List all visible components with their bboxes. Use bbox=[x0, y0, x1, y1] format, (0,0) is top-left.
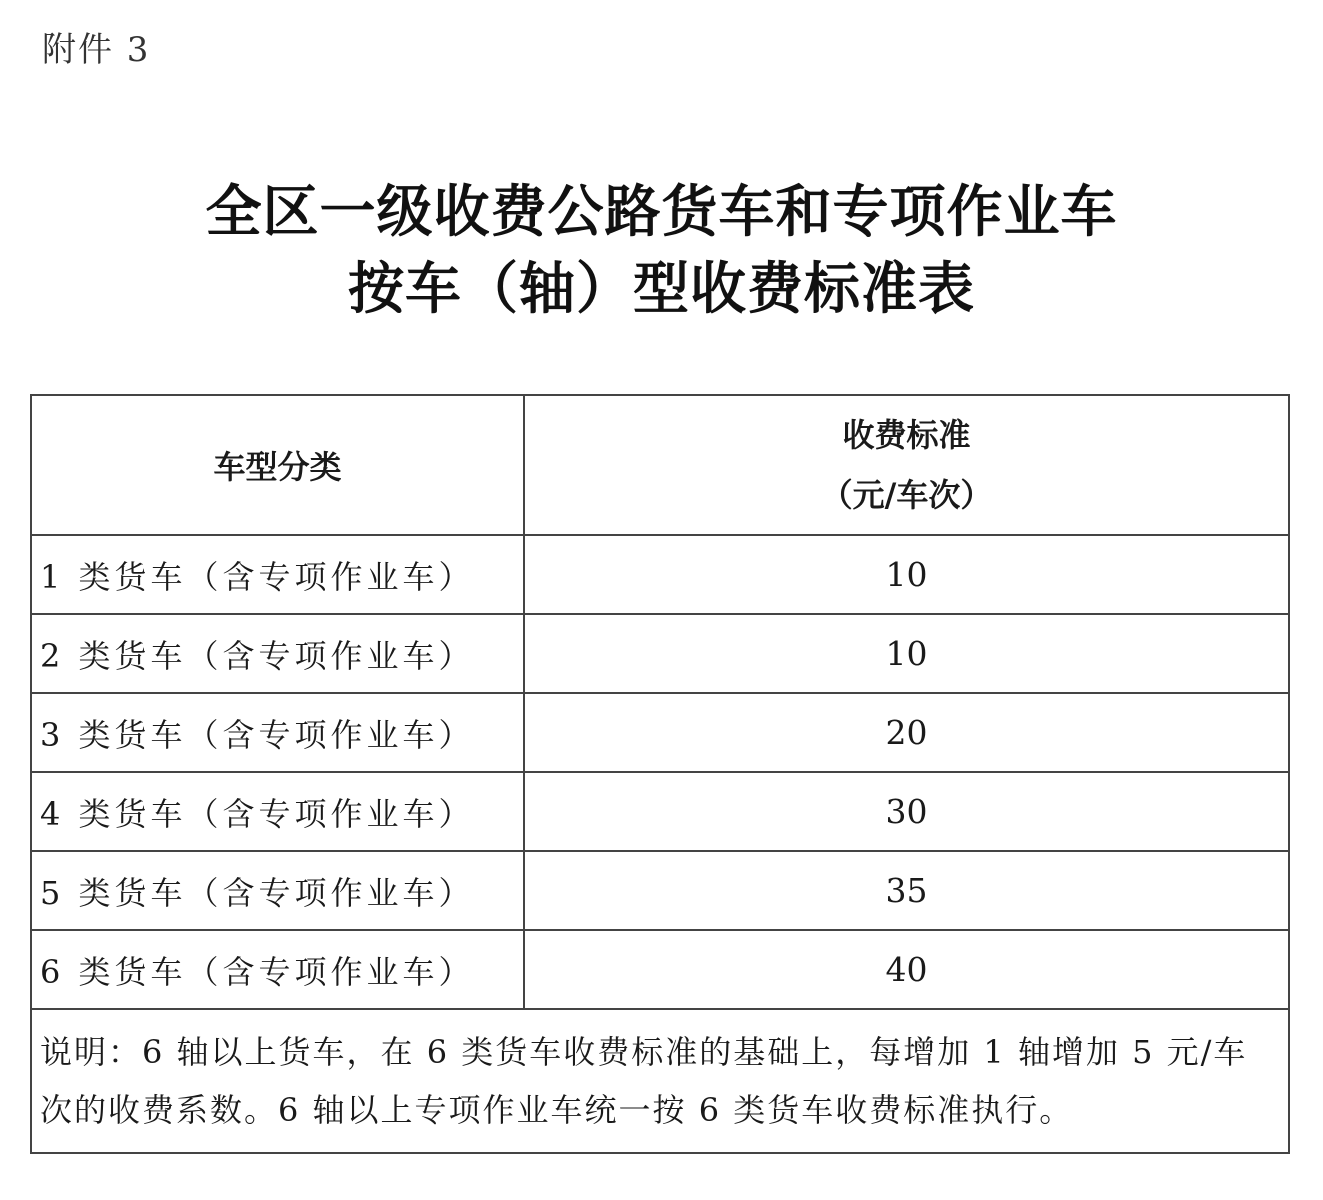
vehicle-category-cell: 3 类货车（含专项作业车） bbox=[31, 693, 524, 772]
fee-value-cell: 20 bbox=[524, 693, 1289, 772]
document-title-line-1: 全区一级收费公路货车和专项作业车 bbox=[205, 180, 1118, 245]
table-row bbox=[31, 535, 1289, 614]
vehicle-category-cell: 4 类货车（含专项作业车） bbox=[31, 772, 524, 851]
fee-value-cell: 30 bbox=[524, 772, 1289, 851]
vehicle-category-cell: 5 类货车（含专项作业车） bbox=[31, 851, 524, 930]
fee-standard-table bbox=[30, 394, 1290, 1154]
fee-value-cell: 10 bbox=[524, 614, 1289, 693]
table-row bbox=[31, 693, 1289, 772]
header-fee-standard bbox=[524, 395, 1289, 535]
fee-value-cell: 35 bbox=[524, 851, 1289, 930]
table-note: 说明：6 轴以上货车，在 6 类货车收费标准的基础上，每增加 1 轴增加 5 元/车次的收费系数。6 轴以上专项作业车统一按 6 类货车收费标准执行。 bbox=[31, 1009, 1289, 1153]
header-vehicle-category: 车型分类 bbox=[31, 395, 524, 535]
table-row bbox=[31, 930, 1289, 1009]
header-fee-label: 收费标准 bbox=[842, 416, 971, 454]
table-row bbox=[31, 851, 1289, 930]
table-row bbox=[31, 772, 1289, 851]
fee-value-cell: 10 bbox=[524, 535, 1289, 614]
vehicle-category-cell: 2 类货车（含专项作业车） bbox=[31, 614, 524, 693]
header-fee-unit: （元/车次） bbox=[820, 476, 993, 514]
table-header-row bbox=[31, 395, 1289, 535]
vehicle-category-cell: 1 类货车（含专项作业车） bbox=[31, 535, 524, 614]
note-row bbox=[31, 1009, 1289, 1153]
fee-value-cell: 40 bbox=[524, 930, 1289, 1009]
vehicle-category-cell: 6 类货车（含专项作业车） bbox=[31, 930, 524, 1009]
document-title-line-2: 按车（轴）型收费标准表 bbox=[348, 257, 975, 322]
attachment-label: 附件 3 bbox=[42, 30, 151, 70]
table-row bbox=[31, 614, 1289, 693]
